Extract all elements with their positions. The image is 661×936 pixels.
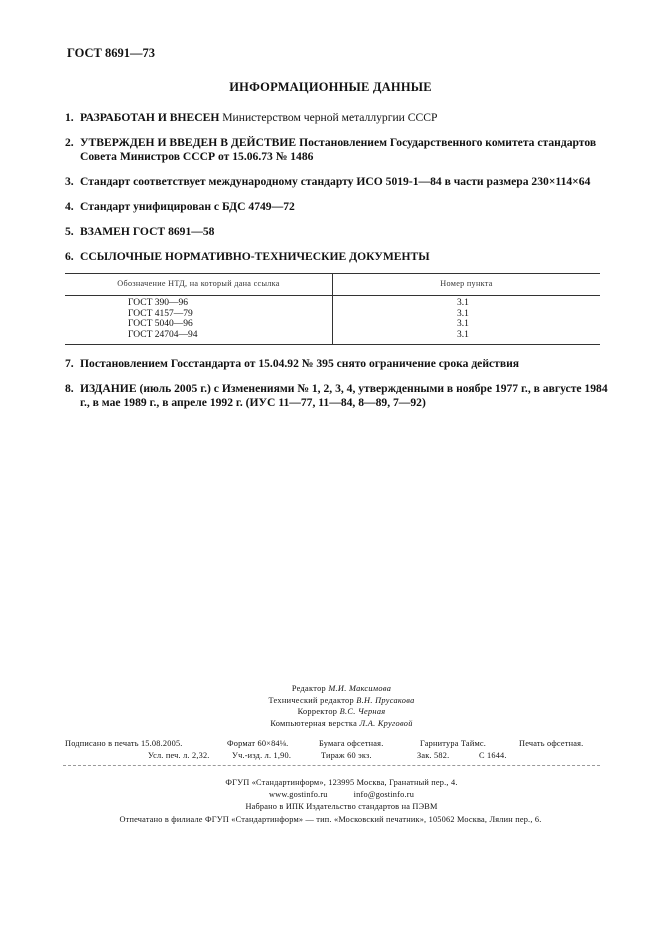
item-text: Стандарт соответствует международному стандарту ИСО 5019-1—84 в части размера 230×114×64	[80, 175, 591, 188]
printed-note: Отпечатано в филиале ФГУП «Стандартинформ» — тип. «Московский печатник», 105062 Москва, Лялин пер., 6.	[119, 814, 542, 824]
pub-typeface: Гарнитура Таймс.	[420, 739, 487, 748]
pub-run: Тираж 60 экз.	[321, 751, 372, 760]
item-text: Стандарт унифицирован с БДС 4749—72	[80, 200, 295, 213]
item-number: 1.	[65, 111, 74, 124]
item-bold-text: ИЗДАНИЕ	[80, 382, 137, 395]
publisher-contacts	[0, 789, 661, 801]
references-table	[65, 273, 600, 345]
pub-order: Зак. 582.	[417, 751, 450, 760]
list-item	[65, 175, 610, 189]
credit-line	[0, 683, 661, 695]
publisher-footer	[0, 777, 661, 826]
credits-block	[0, 683, 661, 729]
credit-name: В.С. Черная	[339, 707, 386, 716]
credit-line	[0, 718, 661, 730]
table-row: ГОСТ 4157—79	[128, 308, 193, 319]
table-row: ГОСТ 24704—94	[128, 329, 198, 340]
publisher-website: www.gostinfo.ru	[268, 790, 328, 800]
column-header-document: Обозначение НТД, на который дана ссылка	[117, 279, 280, 288]
item-bold-text: УТВЕРЖДЕН И ВВЕДЕН В ДЕЙСТВИЕ	[80, 136, 297, 149]
credit-role: Редактор	[291, 684, 329, 693]
item-bold-text: ВЗАМЕН ГОСТ 8691—58	[80, 225, 215, 238]
document-column	[128, 298, 198, 340]
pub-format: Формат 60×84⅛.	[227, 739, 289, 748]
credit-line	[0, 695, 661, 707]
document-code: ГОСТ 8691—73	[67, 46, 156, 60]
table-cell: 3.1	[457, 298, 469, 308]
list-item	[65, 200, 610, 214]
pub-printing: Печать офсетная.	[519, 739, 584, 748]
credit-name: В.Н. Прусакова	[356, 695, 415, 705]
credit-role: Компьютерная верстка	[270, 718, 360, 728]
dashed-divider	[63, 765, 600, 766]
page-title: ИНФОРМАЦИОННЫЕ ДАННЫЕ	[229, 80, 432, 94]
list-item	[65, 382, 610, 410]
table-row: ГОСТ 5040—96	[128, 319, 193, 330]
item-number: 5.	[65, 225, 74, 238]
table-bottom-rule	[65, 344, 600, 345]
clause-column	[457, 298, 469, 340]
list-item	[65, 111, 610, 125]
table-cell: 3.1	[457, 319, 469, 330]
item-text: Постановлением Государственного комитета стандартов Совета Министров СССР от 15.06.73 № 1486	[80, 136, 597, 163]
credit-role: Технический редактор	[268, 695, 357, 705]
credit-line	[0, 706, 661, 718]
item-number: 2.	[65, 136, 74, 149]
item-text: (июль 2005 г.) с Изменениями № 1, 2, 3, 4, утвержденными в ноябре 1977 г., в августе 1984 г., в мае 1989 г., в апреле 1992 г. (ИУС 11—77, 11—84, 8—89, 7—92)	[80, 382, 608, 409]
item-number: 4.	[65, 200, 74, 213]
credit-role: Корректор	[297, 707, 340, 716]
item-number: 6.	[65, 250, 74, 263]
item-text: Министерством черной металлургии СССР	[219, 111, 438, 124]
pub-code: С 1644.	[479, 751, 507, 760]
pub-print-sheets: Усл. печ. л. 2,32.	[148, 751, 210, 760]
pub-signed: Подписано в печать 15.08.2005.	[65, 739, 183, 748]
table-row: ГОСТ 390—96	[128, 298, 188, 308]
list-item	[65, 250, 610, 264]
item-text: Постановлением Госстандарта от 15.04.92 № 395 снято ограничение срока действия	[80, 357, 520, 370]
pub-paper: Бумага офсетная.	[319, 739, 384, 748]
table-cell: 3.1	[457, 329, 469, 340]
table-cell: 3.1	[457, 308, 469, 319]
item-number: 7.	[65, 357, 74, 370]
publisher-address: ФГУП «Стандартинформ», 123995 Москва, Гранатный пер., 4.	[225, 778, 458, 787]
pub-edition-sheets: Уч.-изд. л. 1,90.	[232, 751, 292, 760]
credit-name: Л.А. Круговой	[359, 718, 413, 728]
typeset-note: Набрано в ИПК Издательство стандартов на ПЭВМ	[245, 802, 438, 812]
publisher-email: info@gostinfo.ru	[353, 790, 415, 800]
item-number: 8.	[65, 382, 74, 395]
list-item	[65, 357, 610, 371]
list-item	[65, 136, 610, 164]
column-header-clause: Номер пункта	[440, 279, 493, 288]
item-number: 3.	[65, 175, 74, 188]
credit-name: М.И. Максимова	[328, 684, 392, 693]
item-bold-text: РАЗРАБОТАН И ВНЕСЕН	[80, 111, 220, 124]
item-bold-text: ССЫЛОЧНЫЕ НОРМАТИВНО-ТЕХНИЧЕСКИЕ ДОКУМЕНТЫ	[80, 250, 430, 263]
list-item	[65, 225, 610, 239]
